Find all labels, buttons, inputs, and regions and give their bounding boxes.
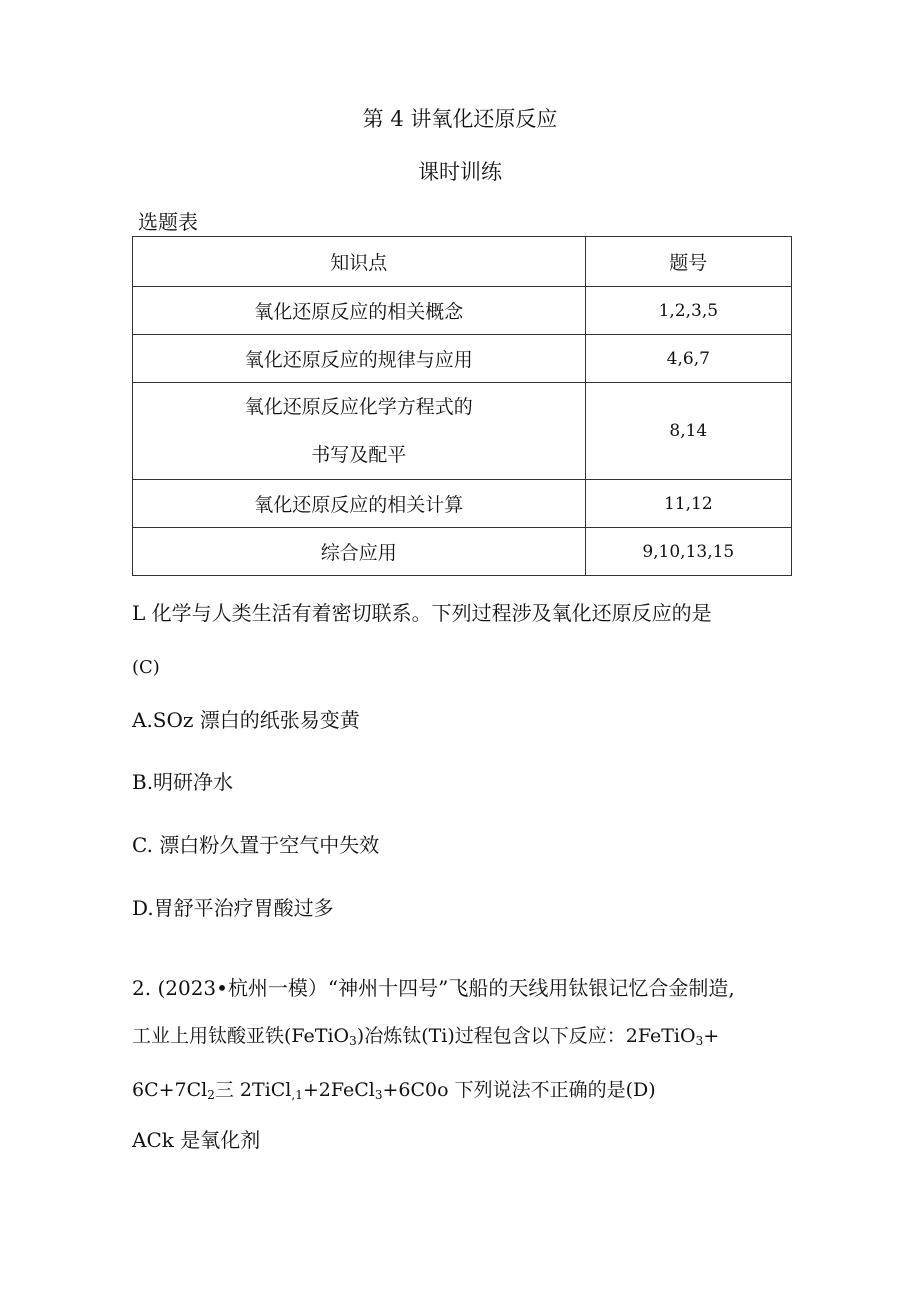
question-1-option-c: C. 漂白粉久置于空气中失效	[132, 833, 380, 857]
question-2-line-3	[132, 1075, 656, 1105]
subscript: 2	[207, 1088, 215, 1102]
subscript: ,1	[291, 1088, 303, 1102]
topic-table	[132, 236, 792, 576]
table-cell-topic: 氧化还原反应的相关计算	[133, 480, 586, 528]
table-cell-numbers: 1,2,3,5	[585, 287, 791, 335]
table-cell-numbers: 9,10,13,15	[585, 528, 791, 576]
table-row	[133, 335, 792, 383]
header-topic: 知识点	[133, 237, 586, 287]
question-1-option-d: D.胃舒平治疗胃酸过多	[132, 896, 334, 920]
table-header-row	[133, 237, 792, 287]
text-run: 工业上用钛酸亚铁(FeTiO	[132, 1025, 350, 1047]
question-1-answer: (C)	[132, 657, 160, 678]
table-cell-numbers: 11,12	[585, 480, 791, 528]
table-cell-numbers: 8,14	[585, 383, 791, 480]
header-numbers: 题号	[585, 237, 791, 287]
page-title: 第 4 讲氧化还原反应	[362, 107, 558, 131]
text-run: 6C+7Cl	[132, 1079, 208, 1101]
page-subtitle: 课时训练	[418, 160, 502, 184]
table-row	[133, 287, 792, 335]
subscript: 3	[349, 1034, 357, 1048]
table-cell-topic: 氧化还原反应的规律与应用	[133, 335, 586, 383]
table-cell-topic	[133, 383, 586, 480]
table-cell-topic-line2: 书写及配平	[311, 444, 407, 466]
question-2-line-2	[132, 1021, 719, 1051]
table-cell-topic-line1: 氧化还原反应化学方程式的	[244, 396, 473, 418]
table-cell-topic: 综合应用	[133, 528, 586, 576]
question-1-stem: L 化学与人类生活有着密切联系。下列过程涉及氧化还原反应的是	[132, 601, 712, 625]
subscript: 3	[374, 1088, 383, 1102]
table-row	[133, 480, 792, 528]
text-run: )冶炼钛(Ti)过程包含以下反应：2FeTiO	[356, 1025, 696, 1047]
table-cell-numbers: 4,6,7	[585, 335, 791, 383]
table-row	[133, 383, 792, 480]
table-caption: 选题表	[138, 210, 198, 234]
text-run: +6C0o 下列说法不正确的是(D)	[382, 1079, 656, 1101]
question-1-option-a: A.SOz 漂白的纸张易变黄	[132, 708, 360, 732]
question-2-line-1: 2. (2023•杭州一模）“神州十四号”飞船的天线用钛银记忆合金制造,	[132, 976, 735, 1000]
table-row	[133, 528, 792, 576]
table-cell-topic: 氧化还原反应的相关概念	[133, 287, 586, 335]
question-2-option-a: ACk 是氧化剂	[132, 1128, 261, 1152]
text-run: +	[703, 1025, 720, 1047]
subscript: 3	[695, 1034, 704, 1048]
text-run: +2FeCl	[302, 1079, 375, 1101]
text-run: 三 2TiCl	[214, 1079, 292, 1101]
question-1-option-b: B.明研净水	[132, 770, 234, 794]
